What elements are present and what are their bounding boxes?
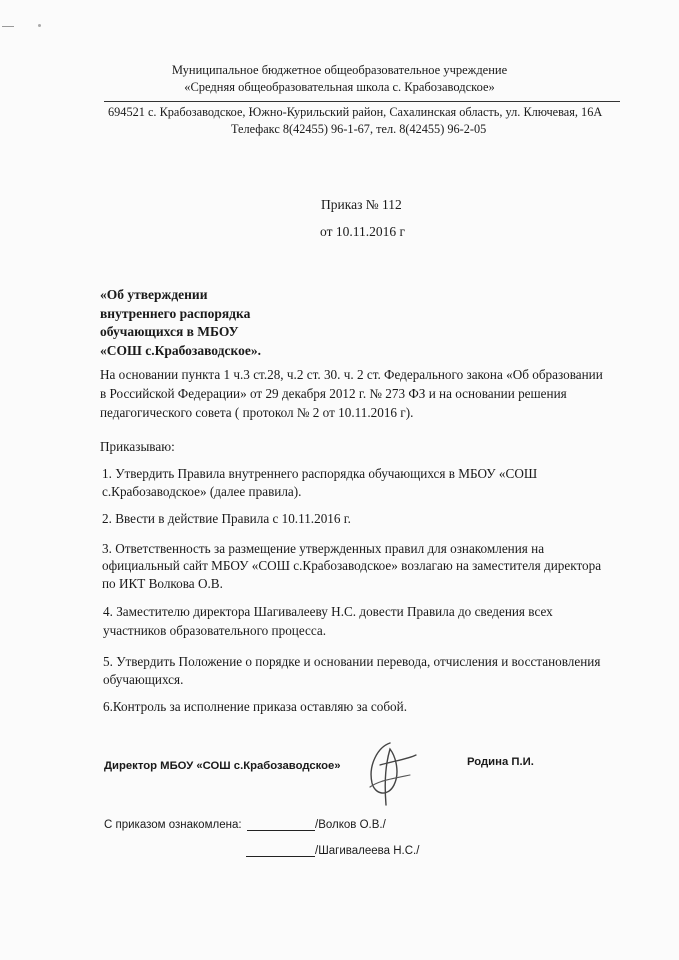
director-name: Родина П.И. [467, 756, 534, 768]
order-item-line: 4. Заместителю директора Шагивалееву Н.С. довести Правила до сведения всех [103, 604, 553, 619]
order-item-line: 3. Ответственность за размещение утвержденных правил для ознакомления на [102, 541, 545, 556]
institution-name-line2: «Средняя общеобразовательная школа с. Крабозаводское» [184, 80, 495, 94]
scan-mark [2, 26, 14, 27]
institution-name-line1: Муниципальное бюджетное общеобразовательное учреждение [171, 63, 508, 77]
order-item-line: 5. Утвердить Положение о порядке и основании перевода, отчисления и восстановления [103, 654, 601, 669]
order-date: от 10.11.2016 г [320, 224, 406, 239]
address-line: 694521 с. Крабозаводское, Южно-Курильский район, Сахалинская область, ул. Ключевая, 16А [108, 105, 603, 119]
acknowledged-person-2: /Шагивалеева Н.С./ [315, 845, 420, 857]
order-title-line: внутреннего распорядка [100, 306, 251, 321]
order-item-line: 2. Ввести в действие Правила с 10.11.2016 г. [102, 511, 351, 526]
order-item-line: с.Крабозаводское» (далее правила). [102, 484, 302, 499]
basis-line: в Российской Федерации» от 29 декабря 2012 г. № 273 ФЗ и на основании решения [100, 386, 567, 401]
phone-line: Телефакс 8(42455) 96-1-67, тел. 8(42455) 96-2-05 [231, 122, 487, 136]
order-item-line: 1. Утвердить Правила внутреннего распорядка обучающихся в МБОУ «СОШ [102, 466, 538, 481]
handwritten-signature [350, 735, 430, 810]
scan-dot [38, 24, 41, 27]
order-title-line: «Об утверждении [100, 287, 208, 302]
order-number: Приказ № 112 [321, 197, 402, 212]
order-title-line: «СОШ с.Крабозаводское». [100, 343, 261, 358]
order-item-line: по ИКТ Волкова О.В. [102, 576, 223, 591]
basis-line: На основании пункта 1 ч.3 ст.28, ч.2 ст. 30. ч. 2 ст. Федерального закона «Об образовании [100, 367, 603, 382]
basis-line: педагогического совета ( протокол № 2 от 10.11.2016 г). [100, 405, 414, 420]
order-item-line: официальный сайт МБОУ «СОШ с.Крабозаводское» возлагаю на заместителя директора [102, 558, 602, 573]
acknowledgement-label: С приказом ознакомлена: [104, 819, 242, 831]
signature-line [246, 844, 315, 857]
order-item-line: обучающихся. [103, 672, 184, 687]
header-divider [104, 101, 620, 102]
order-item-line: участников образовательного процесса. [103, 623, 327, 638]
order-item-line: 6.Контроль за исполнение приказа оставляю за собой. [103, 699, 408, 714]
director-title: Директор МБОУ «СОШ с.Крабозаводское» [104, 760, 341, 772]
prikazyvayu-label: Приказываю: [100, 439, 175, 454]
acknowledged-person-1: /Волков О.В./ [315, 819, 386, 831]
signature-line [247, 818, 315, 831]
order-title-line: обучающихся в МБОУ [100, 324, 239, 339]
